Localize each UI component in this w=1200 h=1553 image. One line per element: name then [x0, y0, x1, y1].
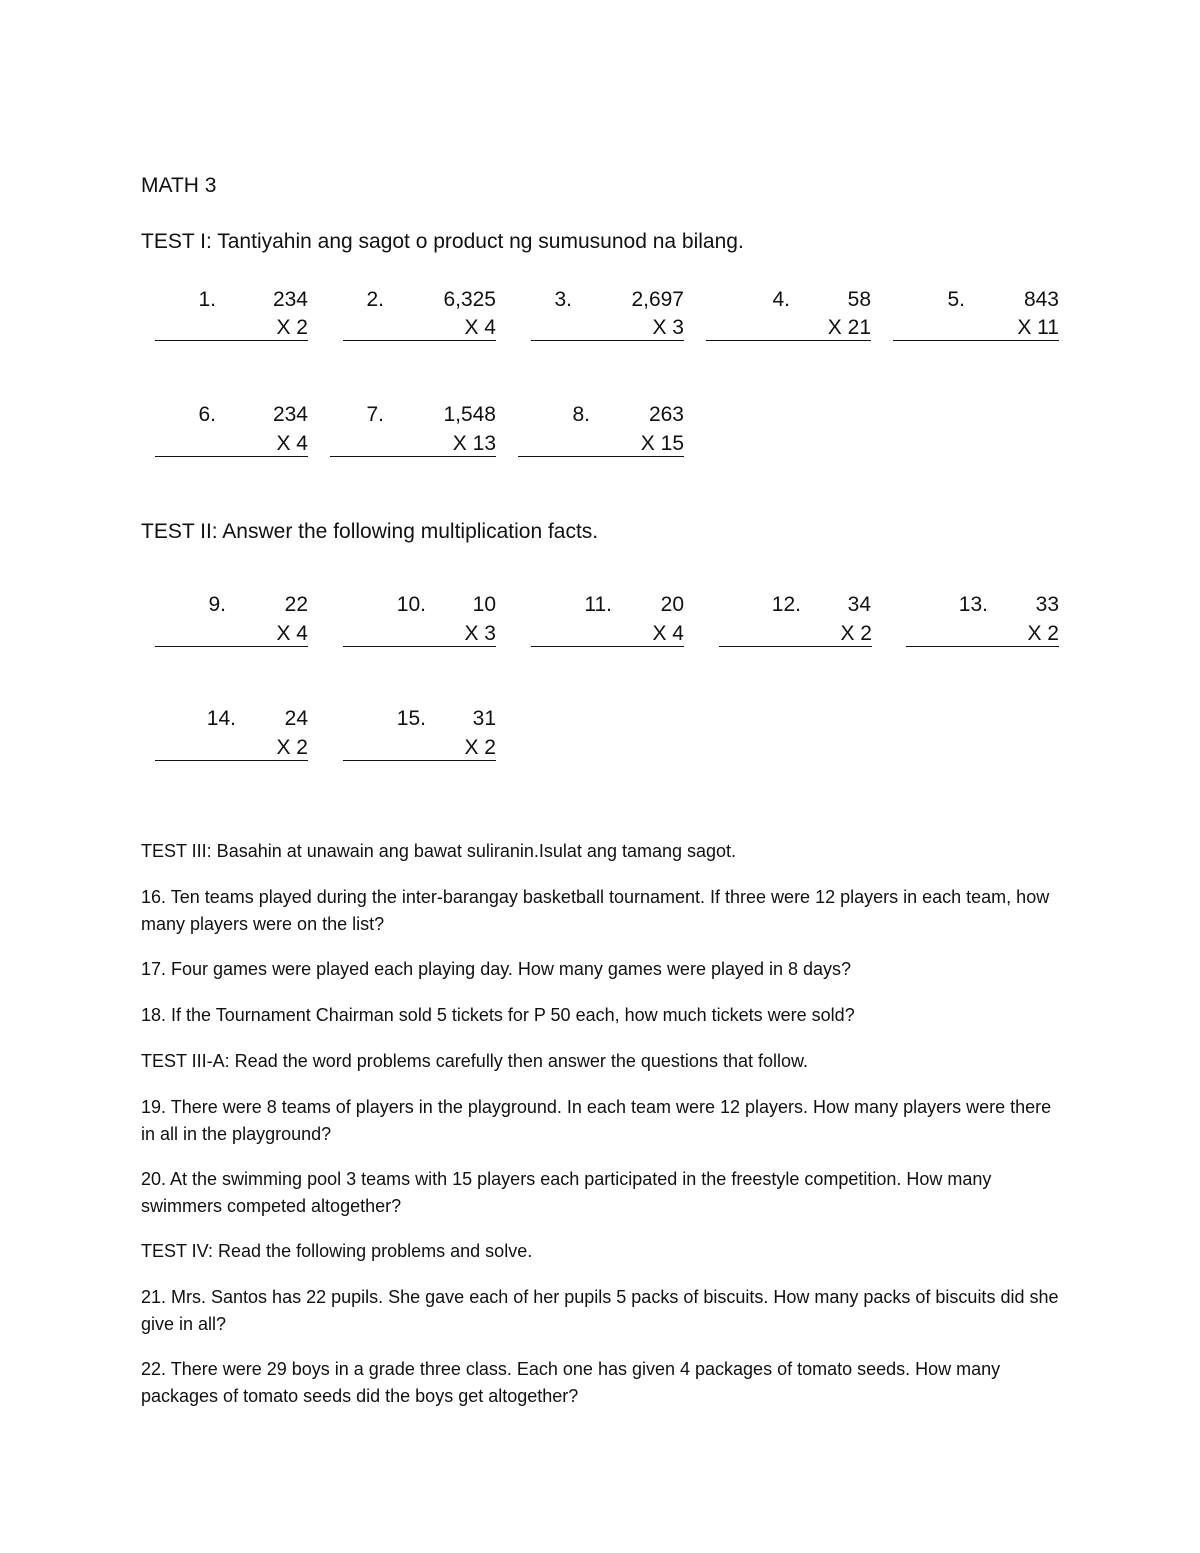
problem-multiplicand: 33	[1035, 593, 1059, 616]
question-18: 18. If the Tournament Chairman sold 5 tickets for P 50 each, how much tickets were sold?	[141, 1005, 855, 1025]
problem-multiplier: X 3	[343, 622, 496, 647]
problem-number: 2.	[366, 288, 384, 311]
problem-multiplicand: 263	[648, 403, 684, 426]
problem-multiplier: X 15	[518, 432, 684, 457]
question-17: 17. Four games were played each playing day. How many games were played in 8 days?	[141, 959, 852, 979]
problem-multiplicand: 20	[660, 593, 684, 616]
problem-multiplicand: 24	[284, 707, 308, 730]
problem-multiplier: X 2	[719, 622, 872, 647]
test3a-heading: TEST III-A: Read the word problems carefully then answer the questions that follow.	[141, 1051, 809, 1071]
problem-number: 3.	[554, 288, 572, 311]
worksheet-title: MATH 3	[141, 174, 217, 197]
problem-multiplier: X 2	[155, 316, 308, 341]
problem-multiplier: X 4	[155, 432, 308, 457]
problem-multiplier: X 2	[155, 736, 308, 761]
problem-number: 7.	[366, 403, 384, 426]
problem-number: 5.	[947, 288, 965, 311]
problem-number: 11.	[584, 593, 612, 616]
problem-number: 8.	[572, 403, 590, 426]
problem-multiplier: X 2	[343, 736, 496, 761]
problem-number: 12.	[771, 593, 801, 616]
problem-multiplier: X 4	[531, 622, 684, 647]
problem-multiplier: X 21	[706, 316, 871, 341]
test2-heading: TEST II: Answer the following multiplication facts.	[141, 520, 599, 543]
question-20: 20. At the swimming pool 3 teams with 15 players each participated in the freestyle competition. How many swimmers competed altogether?	[141, 1169, 992, 1216]
problem-number: 1.	[198, 288, 216, 311]
problem-multiplier: X 4	[343, 316, 496, 341]
problem-multiplier: X 13	[330, 432, 496, 457]
problem-multiplicand: 234	[272, 288, 308, 311]
problem-multiplier: X 2	[906, 622, 1059, 647]
problem-number: 6.	[198, 403, 216, 426]
problem-multiplicand: 843	[1023, 288, 1059, 311]
question-16: 16. Ten teams played during the inter-barangay basketball tournament. If three were 12 players in each team, how many players were on the list?	[141, 887, 1050, 934]
test4-heading: TEST IV: Read the following problems and solve.	[141, 1241, 533, 1261]
question-22: 22. There were 29 boys in a grade three class. Each one has given 4 packages of tomato seeds. How many packages of tomato seeds did the boys get altogether?	[141, 1359, 1001, 1406]
problem-multiplier: X 11	[893, 316, 1059, 341]
problem-multiplicand: 2,697	[631, 288, 684, 311]
problem-multiplicand: 1,548	[443, 403, 496, 426]
problem-multiplier: X 3	[531, 316, 684, 341]
problem-multiplicand: 31	[472, 707, 496, 730]
problem-multiplier: X 4	[155, 622, 308, 647]
problem-multiplicand: 58	[847, 288, 871, 311]
problem-number: 10.	[396, 593, 426, 616]
problem-multiplicand: 34	[847, 593, 871, 616]
problem-number: 14.	[206, 707, 236, 730]
test3-heading: TEST III: Basahin at unawain ang bawat suliranin.Isulat ang tamang sagot.	[141, 841, 737, 861]
problem-multiplicand: 22	[284, 593, 308, 616]
test1-heading: TEST I: Tantiyahin ang sagot o product ng sumusunod na bilang.	[141, 230, 744, 253]
problem-number: 15.	[396, 707, 426, 730]
problem-number: 9.	[208, 593, 226, 616]
problem-multiplicand: 6,325	[443, 288, 496, 311]
question-21: 21. Mrs. Santos has 22 pupils. She gave each of her pupils 5 packs of biscuits. How many packs of biscuits did she give in all?	[141, 1287, 1059, 1334]
problem-multiplicand: 234	[272, 403, 308, 426]
problem-number: 4.	[772, 288, 790, 311]
problem-multiplicand: 10	[472, 593, 496, 616]
question-19: 19. There were 8 teams of players in the playground. In each team were 12 players. How many players were there in all in the playground?	[141, 1097, 1052, 1144]
problem-number: 13.	[958, 593, 988, 616]
